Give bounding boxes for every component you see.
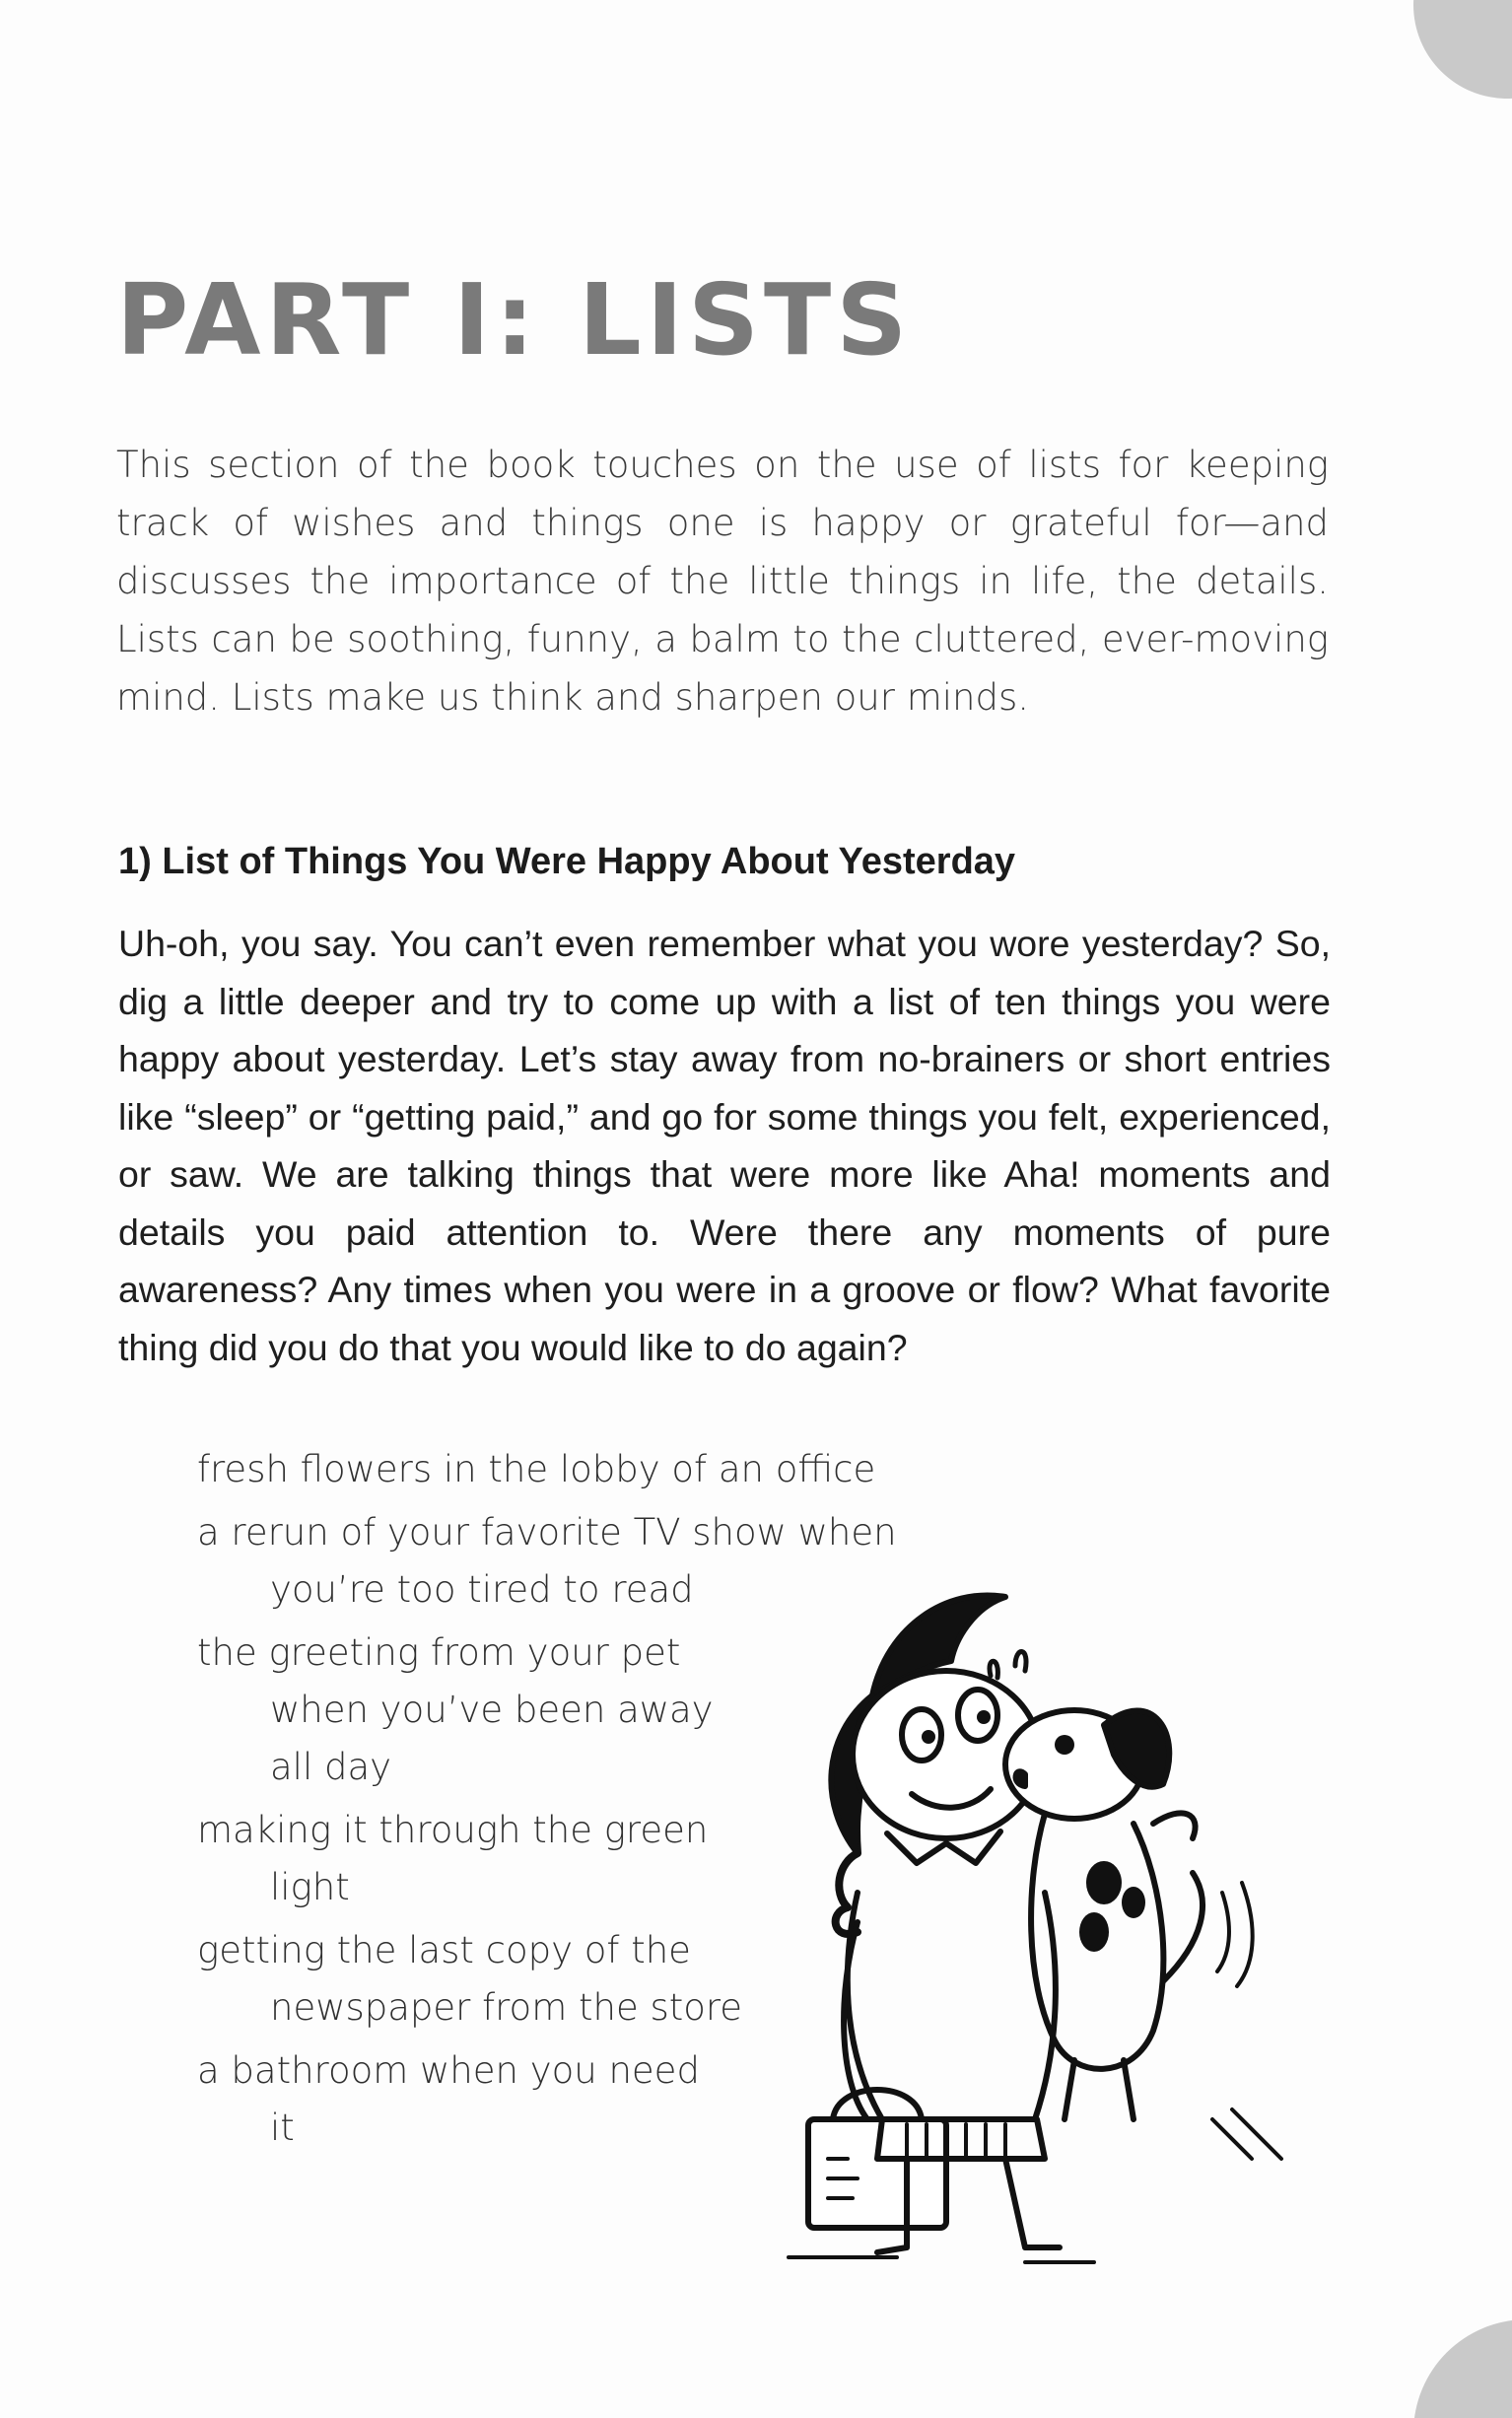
page-corner-shadow-bottom <box>1413 2319 1512 2418</box>
dog-spot-1 <box>1086 1861 1122 1904</box>
page-corner-shadow-top <box>1413 0 1512 99</box>
eye-left-icon <box>902 1709 941 1761</box>
dog-nose <box>1016 1771 1025 1786</box>
dog-tail <box>1163 1873 1203 1981</box>
motion-lines <box>1212 1883 1281 2159</box>
part-title: PART I: LISTS <box>116 262 913 378</box>
leg-right <box>1005 2159 1060 2247</box>
list-item: getting the last copy of the newspaper from the store <box>197 1929 743 2029</box>
section-heading: 1) List of Things You Were Happy About Yesterday <box>118 841 1016 882</box>
dog-eye <box>1055 1735 1074 1755</box>
pupil-left <box>922 1730 935 1744</box>
dog-spot-3 <box>1122 1887 1145 1918</box>
dog-spot-2 <box>1079 1912 1109 1952</box>
list-item: the greeting from your pet when you’ve been away all day <box>197 1631 714 1788</box>
dog-surprise-mark <box>990 1652 1026 1678</box>
list-item: making it through the green light <box>197 1809 709 1908</box>
section-body: Uh-oh, you say. You can’t even remember what you wore yesterday? So, dig a little deeper and try to come up with a list of ten things you were happy about yesterday. Let’s stay away from no-brainers or short entries like “sleep” or “getting paid,” and go for some things you felt, experienced, or saw. We are talking things that were more like Aha! moments and details you paid attention to. Were there any moments of pure awareness? Any times when you were in a groove or flow? What favorite thing did you do that you would like to do again? <box>118 923 1331 1368</box>
pupil-right <box>977 1710 991 1724</box>
woman-and-dog-illustration <box>779 1567 1449 2277</box>
intro-paragraph: This section of the book touches on the use of lists for keeping track of wishes and things one is happy or grateful for—and discusses the importance of the little things in life, the details. Lists can be soothing, funny, a balm to the cluttered, ever-moving mind. Lists make us think and sharpen our minds. <box>116 444 1329 719</box>
torso <box>848 1893 1056 2119</box>
list-item: a rerun of your favorite TV show when you’re too tired to read <box>197 1511 897 1611</box>
ground-line <box>789 2257 1094 2262</box>
list-item: fresh flowers in the lobby of an office <box>197 1448 876 1490</box>
dog-paw <box>1153 1813 1196 1838</box>
list-item: a bathroom when you need it <box>197 2049 700 2149</box>
